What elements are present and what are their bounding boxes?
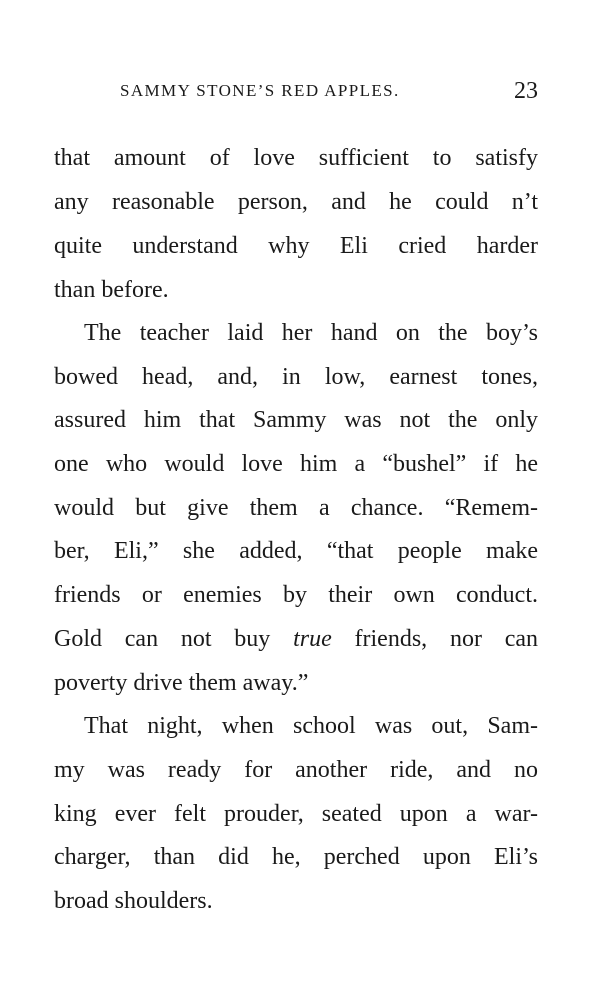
text-line: poverty drive them away.” — [54, 670, 309, 696]
text-line-with-italic — [54, 624, 538, 654]
page-number: 23 — [514, 78, 538, 104]
text-line: friends or enemies by their own conduct. — [54, 582, 538, 608]
text-line: my was ready for another ride, and no — [54, 757, 538, 783]
text-line: that amount of love sufficient to satisfy — [54, 145, 538, 171]
italic-word: true — [293, 626, 332, 652]
text-line: quite understand why Eli cried harder — [54, 233, 538, 259]
text-line: ber, Eli,” she added, “that people make — [54, 538, 538, 564]
text-line: would but give them a chance. “Remem- — [54, 495, 538, 521]
running-header — [120, 78, 540, 108]
text-line: assured him that Sammy was not the only — [54, 407, 538, 433]
text-line: king ever felt prouder, seated upon a war- — [54, 801, 538, 827]
text-line: broad shoulders. — [54, 888, 213, 914]
text-line: The teacher laid her hand on the boy’s — [84, 320, 538, 346]
text-line: than before. — [54, 277, 169, 303]
text-line: any reasonable person, and he could n’t — [54, 189, 538, 215]
running-title: SAMMY STONE’S RED APPLES. — [120, 81, 400, 100]
text-line: one who would love him a “bushel” if he — [54, 451, 538, 477]
text-line: That night, when school was out, Sam- — [84, 713, 538, 739]
text-segment: Gold can not buy — [54, 626, 271, 652]
text-line: charger, than did he, perched upon Eli’s — [54, 844, 538, 870]
text-segment: friends, nor can — [354, 626, 539, 652]
text-line: bowed head, and, in low, earnest tones, — [54, 364, 538, 390]
